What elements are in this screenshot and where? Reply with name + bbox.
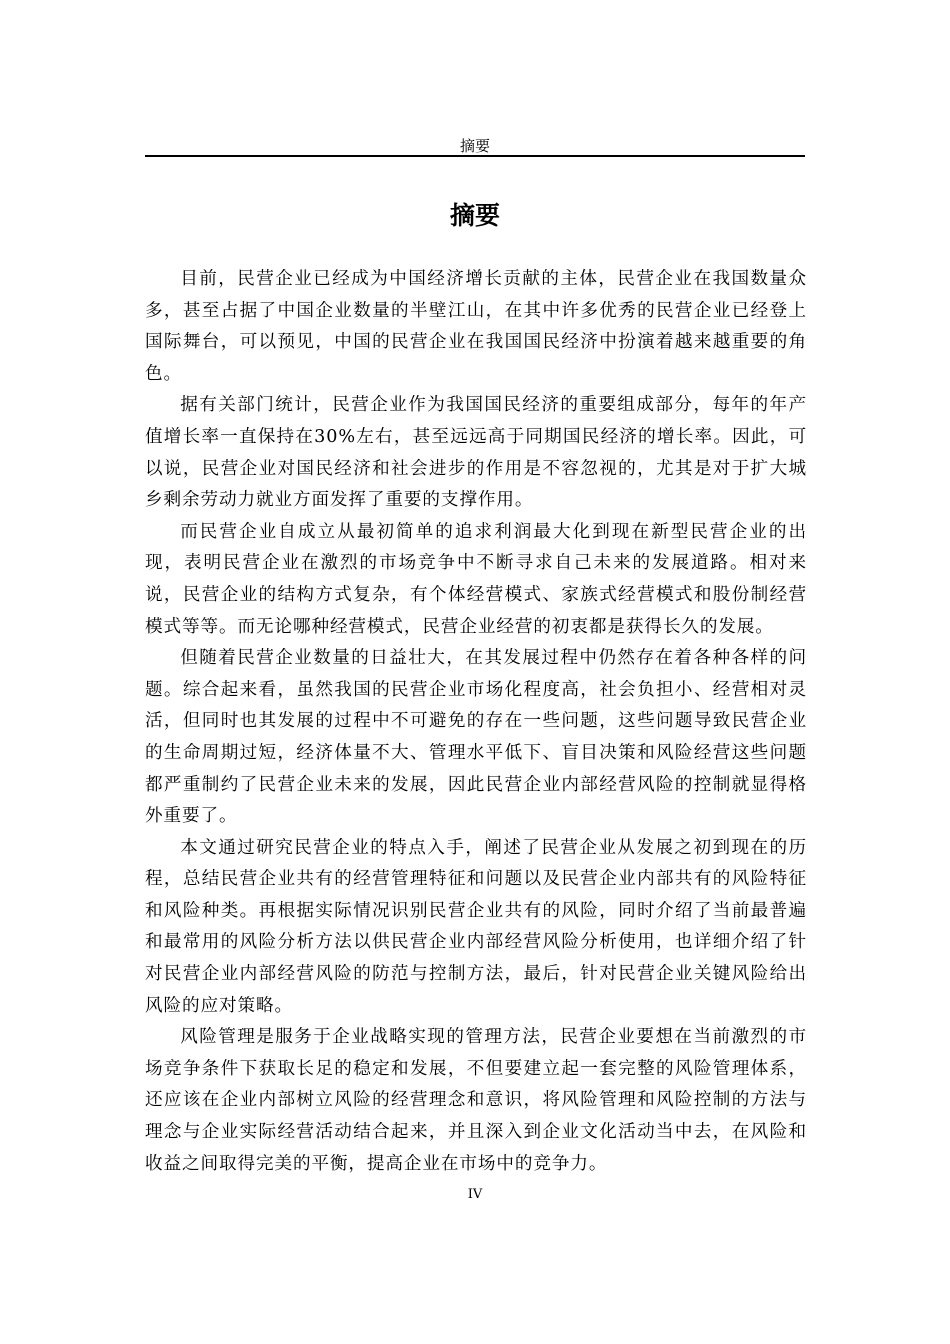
page-title: 摘要: [449, 201, 500, 230]
paragraph-6: 风险管理是服务于企业战略实现的管理方法，民营企业要想在当前激烈的市场竞争条件下获取长足的稳定和发展，不但要建立起一套完整的风险管理体系，还应该在企业内部树立风险的经营理念和意识，将风险管理和风险控制的方法与理念与企业实际经营活动结合起来，并且深入到企业文化活动当中去，在风险和收益之间取得完美的平衡，提高企业在市场中的竞争力。: [145, 1027, 807, 1174]
abstract-body: [145, 264, 807, 1180]
paragraph-2: 据有关部门统计，民营企业作为我国国民经济的重要组成部分，每年的年产值增长率一直保持在30%左右，甚至远远高于同期国民经济的增长率。因此，可以说，民营企业对国民经济和社会进步的作用是不容忽视的，尤其是对于扩大城乡剩余劳动力就业方面发挥了重要的支撑作用。: [145, 395, 807, 511]
paragraph-3: 而民营企业自成立从最初简单的追求利润最大化到现在新型民营企业的出现，表明民营企业在激烈的市场竞争中不断寻求自己未来的发展道路。相对来说，民营企业的结构方式复杂，有个体经营模式、家族式经营模式和股份制经营模式等等。而无论哪种经营模式，民营企业经营的初衷都是获得长久的发展。: [145, 521, 807, 637]
paragraph-4: 但随着民营企业数量的日益壮大，在其发展过程中仍然存在着各种各样的问题。综合起来看，虽然我国的民营企业市场化程度高，社会负担小、经营相对灵活，但同时也其发展的过程中不可避免的存在一些问题，这些问题导致民营企业的生命周期过短，经济体量不大、管理水平低下、盲目决策和风险经营这些问题都严重制约了民营企业未来的发展，因此民营企业内部经营风险的控制就显得格外重要了。: [145, 648, 807, 827]
paragraph-1: 目前，民营企业已经成为中国经济增长贡献的主体，民营企业在我国数量众多，甚至占据了中国企业数量的半壁江山，在其中许多优秀的民营企业已经登上国际舞台，可以预见，中国的民营企业在我国国民经济中扮演着越来越重要的角色。: [145, 269, 807, 384]
header-rule: [145, 155, 805, 157]
running-header: 摘要: [459, 137, 490, 155]
page-number: IV: [467, 1187, 483, 1202]
paragraph-5: 本文通过研究民营企业的特点入手，阐述了民营企业从发展之初到现在的历程，总结民营企业共有的经营管理特征和问题以及民营企业内部共有的风险特征和风险种类。再根据实际情况识别民营企业共有的风险，同时介绍了当前最普遍和最常用的风险分析方法以供民营企业内部经营风险分析使用，也详细介绍了针对民营企业内部经营风险的防范与控制方法，最后，针对民营企业关键风险给出风险的应对策略。: [145, 837, 807, 1016]
